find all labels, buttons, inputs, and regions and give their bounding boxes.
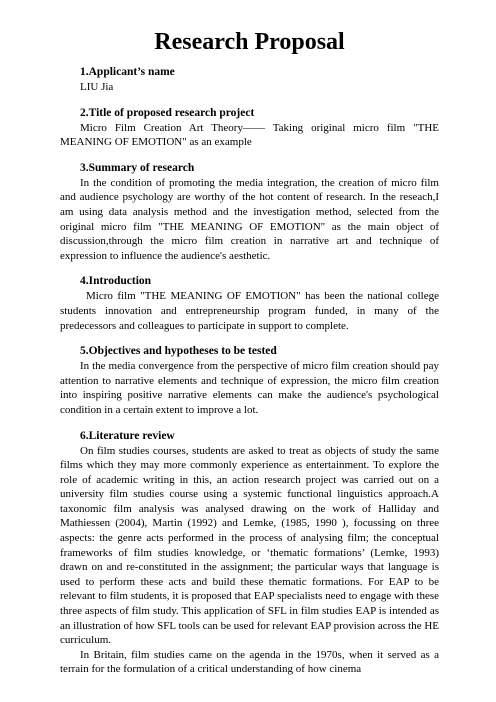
section-paragraph: In the condition of promoting the media integration, the creation of micro film and audience psychology are worthy of the hot content of research. In the reseach,I am using data analysis method and the investigation method, selected from the original micro film "THE MEANING OF EMOTION" as the main object of discussion,through the micro film creation in narrative art and technique of expression to influence the audience's aesthetic. (60, 176, 439, 262)
section-paragraph: In Britain, film studies came on the agenda in the 1970s, when it served as a terrain for the formulation of a critical understanding of how cinema (60, 648, 439, 676)
section-objectives (60, 344, 439, 417)
section-paragraph: In the media convergence from the perspective of micro film creation should pay attention to narrative elements and technique of expression, the micro film creation into inspiring positive narrative elements can make the audience's psychological condition in a certain extent to improve a lot. (60, 360, 439, 416)
section-heading: 1.Applicant’s name (80, 66, 175, 78)
section-literature-review (60, 429, 439, 678)
section-project-title (60, 106, 439, 150)
section-heading: 3.Summary of research (80, 161, 195, 174)
section-heading: 5.Objectives and hypotheses to be tested (80, 345, 277, 358)
section-introduction (60, 274, 439, 333)
section-paragraph: Micro Film Creation Art Theory—— Taking original micro film "THE MEANING OF EMOTION" as an example (60, 121, 439, 149)
section-summary (60, 161, 439, 264)
section-applicant-name (60, 65, 439, 95)
section-heading: 4.Introduction (80, 275, 152, 288)
section-heading: 2.Title of proposed research project (80, 106, 255, 119)
section-paragraph: LIU Jia (80, 81, 114, 93)
page-title: Research Proposal (154, 29, 345, 55)
section-paragraph: On film studies courses, students are asked to treat as objects of study the same films which they may more commonly experience as entertainment. To explore the role of academic writing in this, an action research project was carried out on a university film studies course using a systemic functional linguistics approach.A taxonomic film analysis was analysed drawing on the work of Halliday and Mathiessen (2004), Martin (1992) and Lemke, (1985, 1990 ), focussing on three aspects: the genre acts performed in the process of analysing film; the conceptual frameworks of film studies knowledge, or ‘thematic formations’ (Lemke, 1993) drawn on and re-constituted in the assignment; the particular ways that language is used to perform these acts and build these thematic formations. For EAP to be relevant to film students, it is proposed that EAP specialists need to engage with these three aspects of film study. This application of SFL in film studies EAP is intended as an illustration of how SFL tools can be used for relevant EAP provision across the HE curriculum. (60, 444, 439, 647)
section-paragraph: Micro film "THE MEANING OF EMOTION" has been the national college students innovation and entrepreneurship program funded, in many of the predecessors and colleagues to participate in support to complete. (60, 290, 439, 332)
section-heading: 6.Literature review (80, 429, 175, 442)
